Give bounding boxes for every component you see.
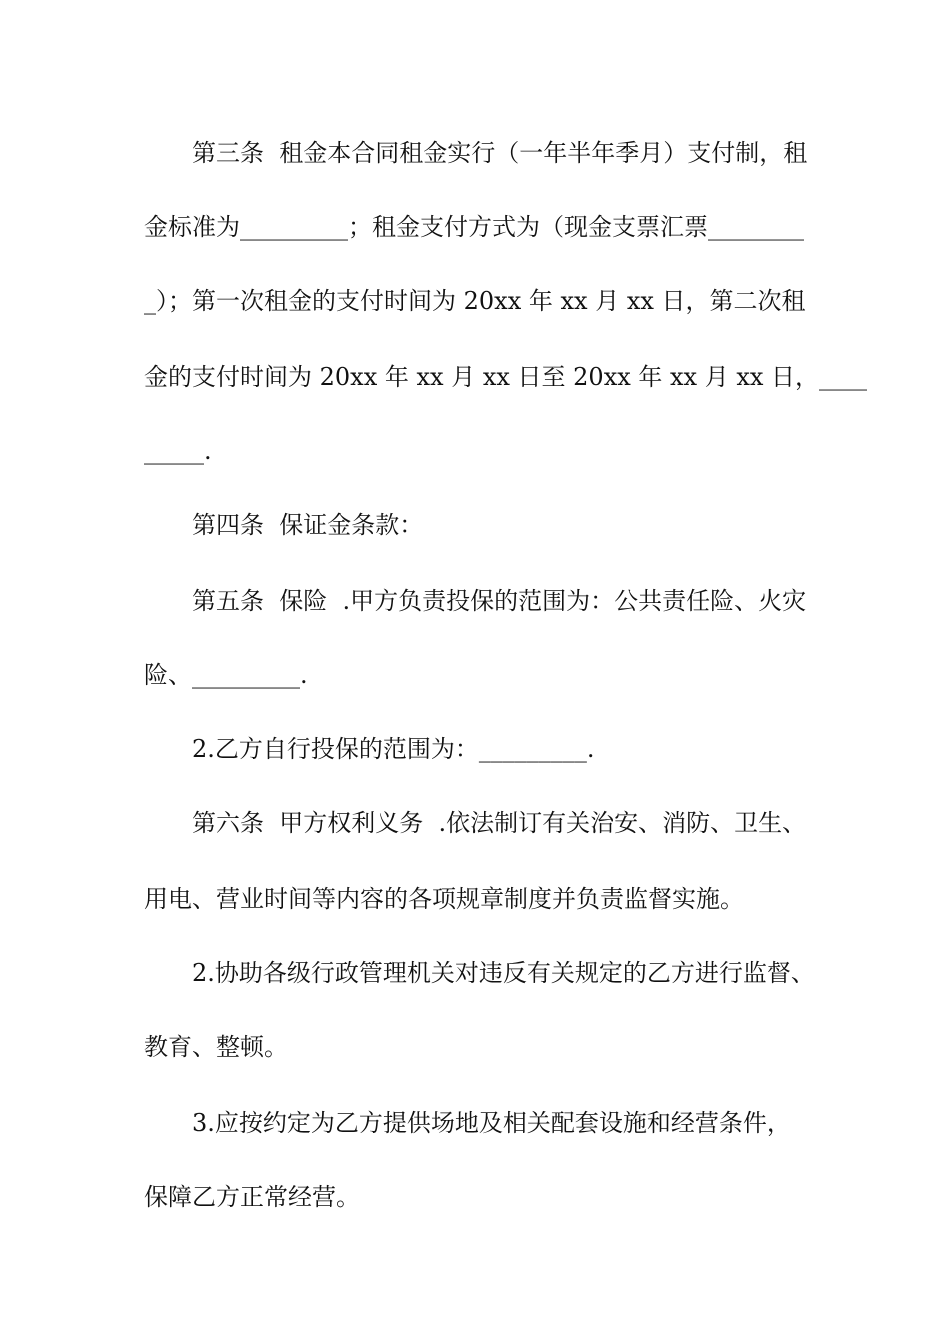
article-3-line-3: _）；第一次租金的支付时间为 20xx 年 xx 月 xx 日，第二次租 bbox=[144, 287, 806, 315]
article-6-item-2-line-2: 教育、整顿。 bbox=[144, 1033, 288, 1061]
article-3-line-5: _____. bbox=[144, 437, 212, 465]
article-3-line-1: 第三条 租金本合同租金实行（一年半年季月）支付制，租 bbox=[192, 139, 808, 167]
article-6-item-2-line-1: 2.协助各级行政管理机关对违反有关规定的乙方进行监督、 bbox=[192, 959, 815, 987]
article-6-item-3-line-1: 3.应按约定为乙方提供场地及相关配套设施和经营条件， bbox=[192, 1109, 791, 1137]
article-5-line-2: 险、_________. bbox=[144, 661, 308, 689]
article-5-line-1: 第五条 保险 .甲方负责投保的范围为：公共责任险、火灾 bbox=[192, 587, 807, 615]
article-6-line-2: 用电、营业时间等内容的各项规章制度并负责监督实施。 bbox=[144, 885, 744, 913]
article-3-line-2: 金标准为_________；租金支付方式为（现金支票汇票________ bbox=[144, 213, 804, 241]
article-6-line-1: 第六条 甲方权利义务 .依法制订有关治安、消防、卫生、 bbox=[192, 809, 807, 837]
article-6-item-3-line-2: 保障乙方正常经营。 bbox=[144, 1183, 360, 1211]
article-4-line-1: 第四条 保证金条款： bbox=[192, 511, 424, 539]
article-3-line-4: 金的支付时间为 20xx 年 xx 月 xx 日至 20xx 年 xx 月 xx 日，____ bbox=[144, 363, 868, 391]
article-5-item-2: 2.乙方自行投保的范围为：_________. bbox=[192, 735, 595, 763]
